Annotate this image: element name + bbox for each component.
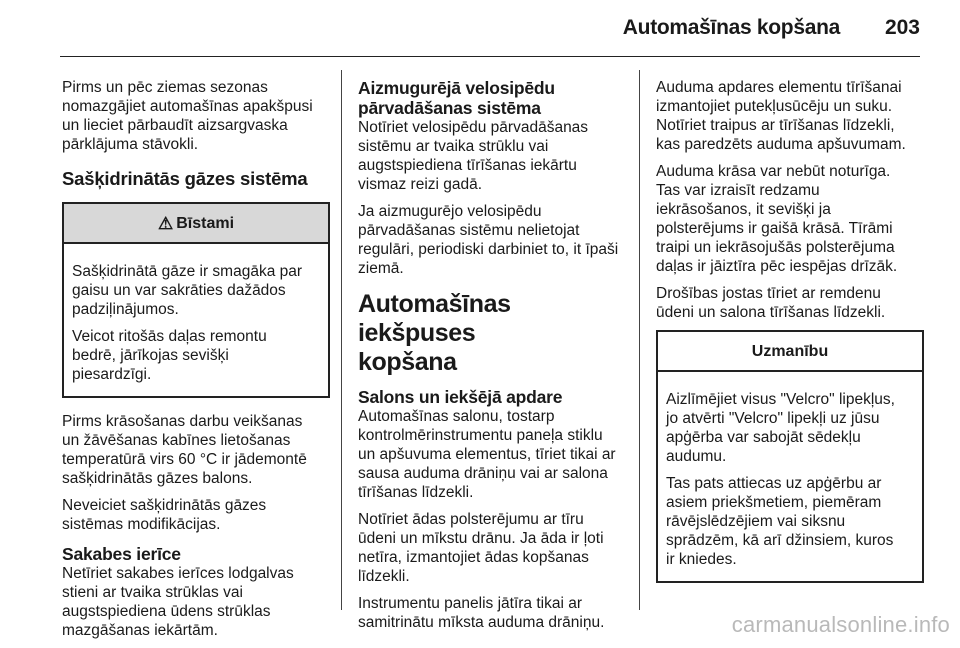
notice-paragraph-2: Tas pats attiecas uz apģērbu ar asiem priekšmetiem, piemēram rāvējslēdzējiem vai siksnu sprādzēm, kā arī džinsiem, kuros ir kniedes. [666,475,894,568]
notice-box [656,330,924,583]
column-divider-1 [341,70,342,610]
danger-box [62,202,330,398]
paragraph-fabric-color: Auduma krāsa var nebūt noturīga. Tas var izraisīt redzamu iekrāsošanos, it sevišķi ja polsterējums ir gaišā krāsā. Tīrāmi traipi un iekrāsojušās polsterējuma daļas ir jāiztīra pēc iespējas drīzāk. [656,163,898,275]
paragraph-paint-drying: Pirms krāsošanas darbu veikšanas un žāvēšanas kabīnes lietošanas temperatūrā virs 60 °C ir jādemontē sašķidrinātās gāzes balons. [62,413,307,487]
header-title: Automašīnas kopšana [622,16,840,39]
page-header [0,0,960,58]
header-rule [60,56,920,57]
danger-paragraph-1: Sašķidrinātā gāze ir smagāka par gaisu un var sakrāties dažādos padziļinājumos. [72,263,303,318]
heading-salon-trim: Salons un iekšējā apdare [358,387,563,407]
paragraph-no-modification: Neveiciet sašķidrinātās gāzes sistēmas modifikācijas. [62,497,267,533]
footer-watermark: carmanualsonline.info [731,612,950,637]
danger-paragraph-2: Veicot ritošās daļas remontu bedrē, jārīkojas sevišķi piesardzīgi. [72,328,267,383]
paragraph-dashboard: Instrumentu panelis jātīra tikai ar samitrinātu mīksta auduma drāniņu. [358,595,605,631]
notice-box-body [658,372,922,581]
paragraph-bike-operate: Ja aizmugurējo velosipēdu pārvadāšanas sistēmu nelietojat regulāri, periodiski darbiniet to, it īpaši ziemā. [358,203,619,277]
page-number: 203 [884,16,920,39]
heading-lpg-system: Sašķidrinātās gāzes sistēma [62,168,308,189]
danger-box-body [64,244,328,396]
heading-towing-device: Sakabes ierīce [62,544,181,564]
paragraph-towing-clean: Netīriet sakabes ierīces lodgalvas stieni ar tvaika strūklas vai augstspiediena ūdens strūklas mazgāšanas iekārtām. [62,565,294,639]
column-1 [62,70,330,648]
paragraph-fabric-clean: Auduma apdares elementu tīrīšanai izmantojiet putekļusūcēju un suku. Notīriet traipus ar tīrīšanas līdzekli, kas paredzēts auduma apšuvumam. [656,79,906,153]
column-divider-2 [639,70,640,610]
paragraph-bike-clean: Notīriet velosipēdu pārvadāšanas sistēmu ar tvaika strūklu vai augstspiediena tīrīšanas iekārtu vismaz reizi gadā. [358,119,589,193]
warning-triangle-icon: ⚠ [157,213,174,233]
paragraph-seat-belts: Drošības jostas tīriet ar remdenu ūdeni un salona tīrīšanas līdzekli. [656,285,886,321]
heading-interior-care: Automašīnas iekšpuses kopšana [358,290,511,376]
danger-box-title: Bīstami [176,214,235,232]
heading-bike-carrier: Aizmugurējā velosipēdu pārvadāšanas sistēma [358,78,555,118]
notice-paragraph-1: Aizlīmējiet visus "Velcro" lipekļus, jo atvērti "Velcro" lipekļi uz jūsu apģērba var sabojāt sēdekļu audumu. [666,391,895,465]
paragraph-underbody-wash: Pirms un pēc ziemas sezonas nomazgājiet automašīnas apakšpusi un lieciet pārbaudīt aizsargvaska pārklājuma stāvokli. [62,79,313,153]
paragraph-leather: Notīriet ādas polsterējumu ar tīru ūdeni un mīkstu drānu. Ja āda ir ļoti netīra, izmantojiet ādas kopšanas līdzekli. [358,511,604,585]
notice-box-header: Uzmanību [658,332,922,372]
danger-box-header [64,204,328,244]
column-3 [656,70,924,597]
paragraph-salon-clean: Automašīnas salonu, tostarp kontrolmērinstrumentu paneļa stiklu un apšuvuma elementus, tīriet tikai ar sausa auduma drāniņu vai ar salona tīrīšanas līdzekli. [358,408,616,501]
column-2 [358,70,626,640]
